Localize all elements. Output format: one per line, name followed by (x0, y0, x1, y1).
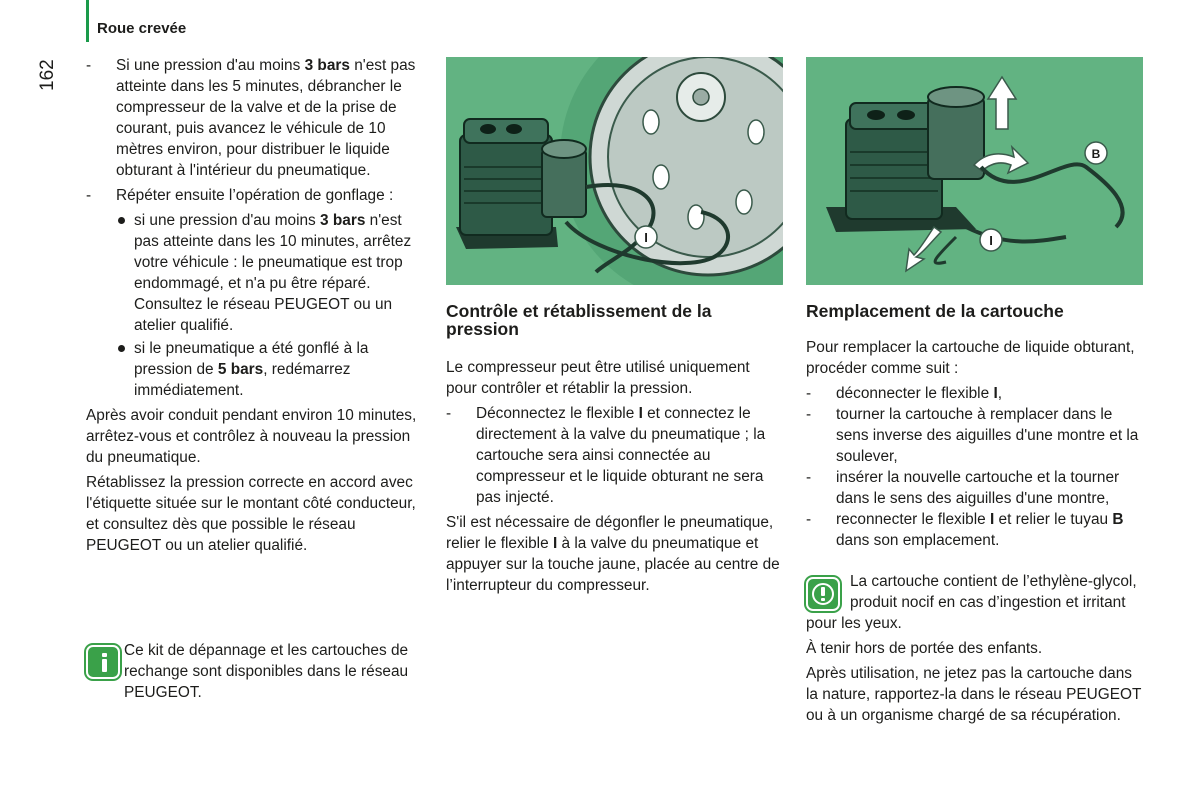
right-column (806, 337, 1146, 555)
list-item: - Répéter ensuite l’opération de gonflage : (86, 185, 426, 206)
info-icon (86, 645, 120, 679)
page-number: 162 (37, 59, 58, 91)
warning-note (806, 571, 1146, 730)
paragraph: S'il est nécessaire de dégonfler le pneumatique, relier le flexible I à la valve du pneumatique et appuyer sur la touche jaune, placée au centre de l’interrupteur du compresseur. (446, 514, 780, 594)
list-item: - Déconnectez le flexible I et connectez le directement à la valve du pneumatique ; la cartouche sera ainsi connectée au compresseur et le liquide obturant ne sera pas injecté. (446, 403, 784, 508)
warning-icon (806, 577, 840, 611)
paragraph: Le compresseur peut être utilisé uniquement pour contrôler et rétablir la pression. (446, 359, 750, 397)
figure-label-b: B (1091, 147, 1101, 161)
list-item: - Si une pression d'au moins 3 bars n'est pas atteinte dans les 5 minutes, débrancher le compresseur de la valve et de la prise de courant, puis avancez le véhicule de 10 mètres environ, pour distribuer le liquide obturant à l'intérieur du pneumatique. (86, 55, 426, 181)
figure-label-i: I (644, 230, 648, 245)
cartridge-drawing (806, 57, 1143, 285)
sub-list-item: si une pression d'au moins 3 bars n'est pas atteinte dans les 10 minutes, arrêtez votre véhicule : le pneumatique est trop endommagé, et n'a pu être réparé. Consultez le réseau PEUGEOT ou un atelier qualifié. (116, 210, 426, 336)
warning-paragraph: La cartouche contient de l’ethylène-glycol, produit nocif en cas d’ingestion et irritant pour les yeux. (806, 573, 1137, 632)
left-column (86, 55, 426, 560)
list-item: - déconnecter le flexible I, (806, 383, 1146, 404)
paragraph: Rétablissez la pression correcte en accord avec l'étiquette située sur le montant côté conducteur, et consultez dès que possible le réseau PEUGEOT ou un atelier qualifié. (86, 474, 416, 554)
compressor-wheel-drawing (446, 57, 783, 285)
paragraph: Pour remplacer la cartouche de liquide obturant, procéder comme suit : (806, 339, 1135, 377)
list-item: - reconnecter le flexible I et relier le tuyau B dans son emplacement. (806, 509, 1146, 551)
figure-label-i: I (989, 233, 993, 248)
paragraph: Après utilisation, ne jetez pas la cartouche dans la nature, rapportez-la dans le réseau PEUGEOT ou à un organisme chargé de sa récupération. (806, 665, 1142, 724)
section-accent-bar (86, 0, 89, 42)
list-item: - tourner la cartouche à remplacer dans le sens inverse des aiguilles d'une montre et la soulever, (806, 404, 1146, 467)
section-heading: Contrôle et rétablissement de la pression (446, 301, 712, 339)
compressor-wheel-illustration (446, 57, 783, 285)
sub-list-item: si le pneumatique a été gonflé à la pression de 5 bars, redémarrez immédiatement. (116, 338, 426, 401)
section-heading: Remplacement de la cartouche (806, 301, 1064, 321)
info-note (86, 640, 431, 703)
list-item: - insérer la nouvelle cartouche et la tourner dans le sens des aiguilles d'une montre, (806, 467, 1146, 509)
section-title: Roue crevée (97, 20, 187, 37)
paragraph: Après avoir conduit pendant environ 10 minutes, arrêtez-vous et contrôlez à nouveau la pression du pneumatique. (86, 407, 417, 466)
info-text: Ce kit de dépannage et les cartouches de rechange sont disponibles dans le réseau PEUGEOT. (124, 642, 409, 701)
middle-column (446, 357, 784, 600)
paragraph: À tenir hors de portée des enfants. (806, 640, 1043, 657)
cartridge-replacement-illustration (806, 57, 1143, 285)
